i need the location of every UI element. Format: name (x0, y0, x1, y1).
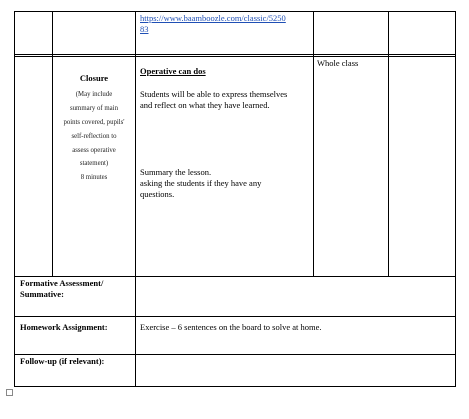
grouping-whole-class: Whole class (317, 58, 359, 68)
homework-value: Exercise – 6 sentences on the board to solve at home. (140, 322, 322, 332)
closure-note-6: statement) (79, 160, 109, 167)
formative-label-line1: Formative Assessment/ (20, 278, 104, 288)
operative-statement-line1: Students will be able to express themselves (140, 89, 288, 99)
table-border-formative-bottom (14, 316, 456, 317)
closure-note-2: summary of main (70, 105, 118, 112)
homework-label: Homework Assignment: (20, 322, 108, 332)
closure-note-4: self-reflection to (71, 133, 117, 140)
followup-label: Follow-up (if relevant): (20, 356, 105, 366)
table-border-homework-bottom (14, 354, 456, 355)
operative-statement-line2: and reflect on what they have learned. (140, 100, 270, 110)
table-border-top (14, 11, 456, 12)
closure-note-5: assess operative (72, 147, 116, 154)
table-border-closure-bottom (14, 276, 456, 277)
closure-duration: 8 minutes (80, 174, 108, 181)
table-border-row1-bottom (14, 54, 456, 55)
table-border-left (14, 11, 15, 387)
summary-line1: Summary the lesson. (140, 167, 212, 177)
col-divider-2 (135, 11, 136, 387)
operative-heading: Operative can dos (140, 66, 206, 76)
col-divider-4 (388, 11, 389, 277)
closure-title: Closure (79, 73, 109, 83)
table-border-row1-bottom-2 (14, 56, 456, 57)
closure-note-3: points covered, pupils' (63, 119, 125, 126)
table-border-right (455, 11, 456, 387)
resource-link-line2[interactable]: 83 (140, 24, 149, 34)
formative-label-line2: Summative: (20, 289, 64, 299)
summary-line2: asking the students if they have any (140, 178, 262, 188)
col-divider-1 (52, 11, 53, 277)
col-divider-3 (313, 11, 314, 277)
table-border-bottom (14, 386, 456, 387)
table-resize-handle[interactable] (6, 389, 13, 396)
closure-note-1: (May include (75, 91, 113, 98)
resource-link-line1[interactable]: https://www.baamboozle.com/classic/5250 (140, 13, 286, 23)
summary-line3: questions. (140, 189, 175, 199)
